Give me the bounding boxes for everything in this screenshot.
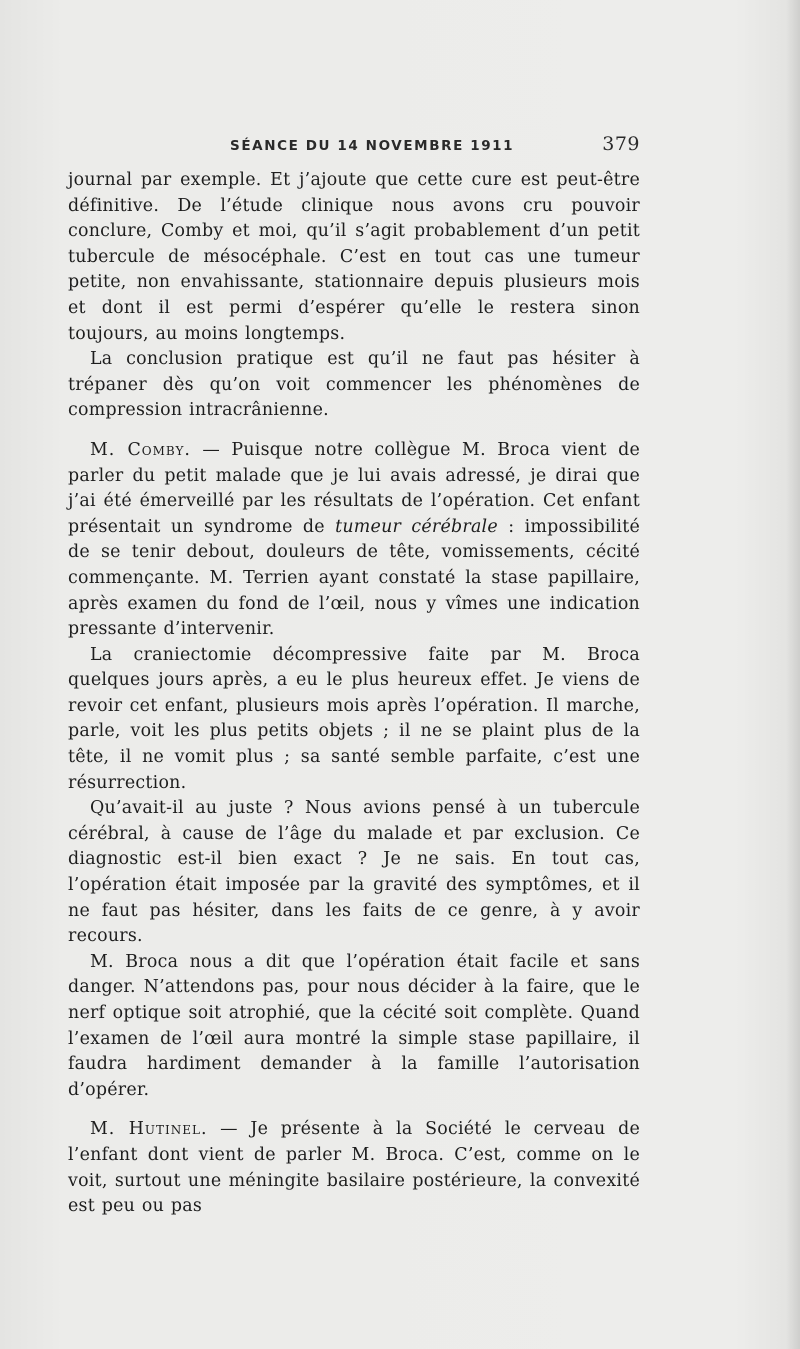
paragraph-craniectomie: La craniectomie décompressive faite par M. Broca quelques jours après, a eu le plus heureux effet. Je viens de revoir cet enfant, plusieurs mois après l’opération. Il marche, parle, voit les plus petits objets ; il ne se plaint plus de la tête, il ne vomit plus ; sa santé semble parfaite, c’est une résurrection.: [68, 644, 640, 793]
paragraph-comby-text-1: — Puisque notre collègue M. Broca vient de parler du petit malade que je lui avais adressé, je dirai que j’ai été émerveillé par les résultats de l’opération. Cet enfant présentait un syndrome de: [68, 439, 640, 537]
page-header: [68, 133, 640, 160]
paragraph-operation: M. Broca nous a dit que l’opération était facile et sans danger. N’attendons pas, pour nous décider à la faire, que le nerf optique soit atrophié, que la cécité soit complète. Quand l’examen de l’œil aura montré la simple stase papillaire, il faudra hardiment demander à la famille l’autorisation d’opérer.: [68, 951, 640, 1100]
speaker-hutinel: M. Hutinel.: [90, 1119, 208, 1140]
paragraph-comby-text-2: : impossibilité de se tenir debout, douleurs de tête, vomissements, cécité commençante. M. Terrien ayant constaté la stase papillaire, après examen du fond de l’œil, nous y vîmes une indication pressante d’intervenir.: [68, 516, 640, 640]
paragraph-diagnostic: Qu’avait-il au juste ? Nous avions pensé à un tubercule cérébral, à cause de l’âge du malade et par exclusion. Ce diagnostic est-il bien exact ? Je ne sais. En tout cas, l’opération était imposée par la gravité des symptômes, et il ne faut pas hésiter, dans les faits de ce genre, à y avoir recours.: [68, 798, 640, 947]
body-text: [68, 168, 640, 1220]
page-edge-shadow: [786, 0, 800, 1349]
paragraph-conclusion: La conclusion pratique est qu’il ne faut pas hésiter à trépaner dès qu’on voit commencer les phénomènes de compression intracrânienne.: [68, 349, 640, 421]
running-head: SÉANCE DU 14 NOVEMBRE 1911: [230, 138, 515, 154]
paragraph-hutinel-text: — Je présente à la Société le cerveau de l’enfant dont vient de parler M. Broca. C’est, comme on le voit, surtout une méningite basilaire postérieure, la convexité est peu ou pas: [68, 1119, 640, 1217]
page-number: 379: [602, 133, 640, 155]
paragraph-continuation: journal par exemple. Et j’ajoute que cette cure est peut-être définitive. De l’étude clinique nous avons cru pouvoir conclure, Comby et moi, qu’il s’agit probablement d’un petit tubercule de mésocéphale. C’est en tout cas une tumeur petite, non envahissante, stationnaire depuis plusieurs mois et dont il est permi d’espérer qu’elle le restera sinon toujours, au moins longtemps.: [68, 170, 640, 344]
speaker-comby: M. Comby.: [90, 439, 191, 460]
paragraph-comby: [68, 438, 640, 643]
italic-tumeur-cerebrale: tumeur cérébrale: [335, 516, 498, 537]
paragraph-hutinel: [68, 1117, 640, 1219]
